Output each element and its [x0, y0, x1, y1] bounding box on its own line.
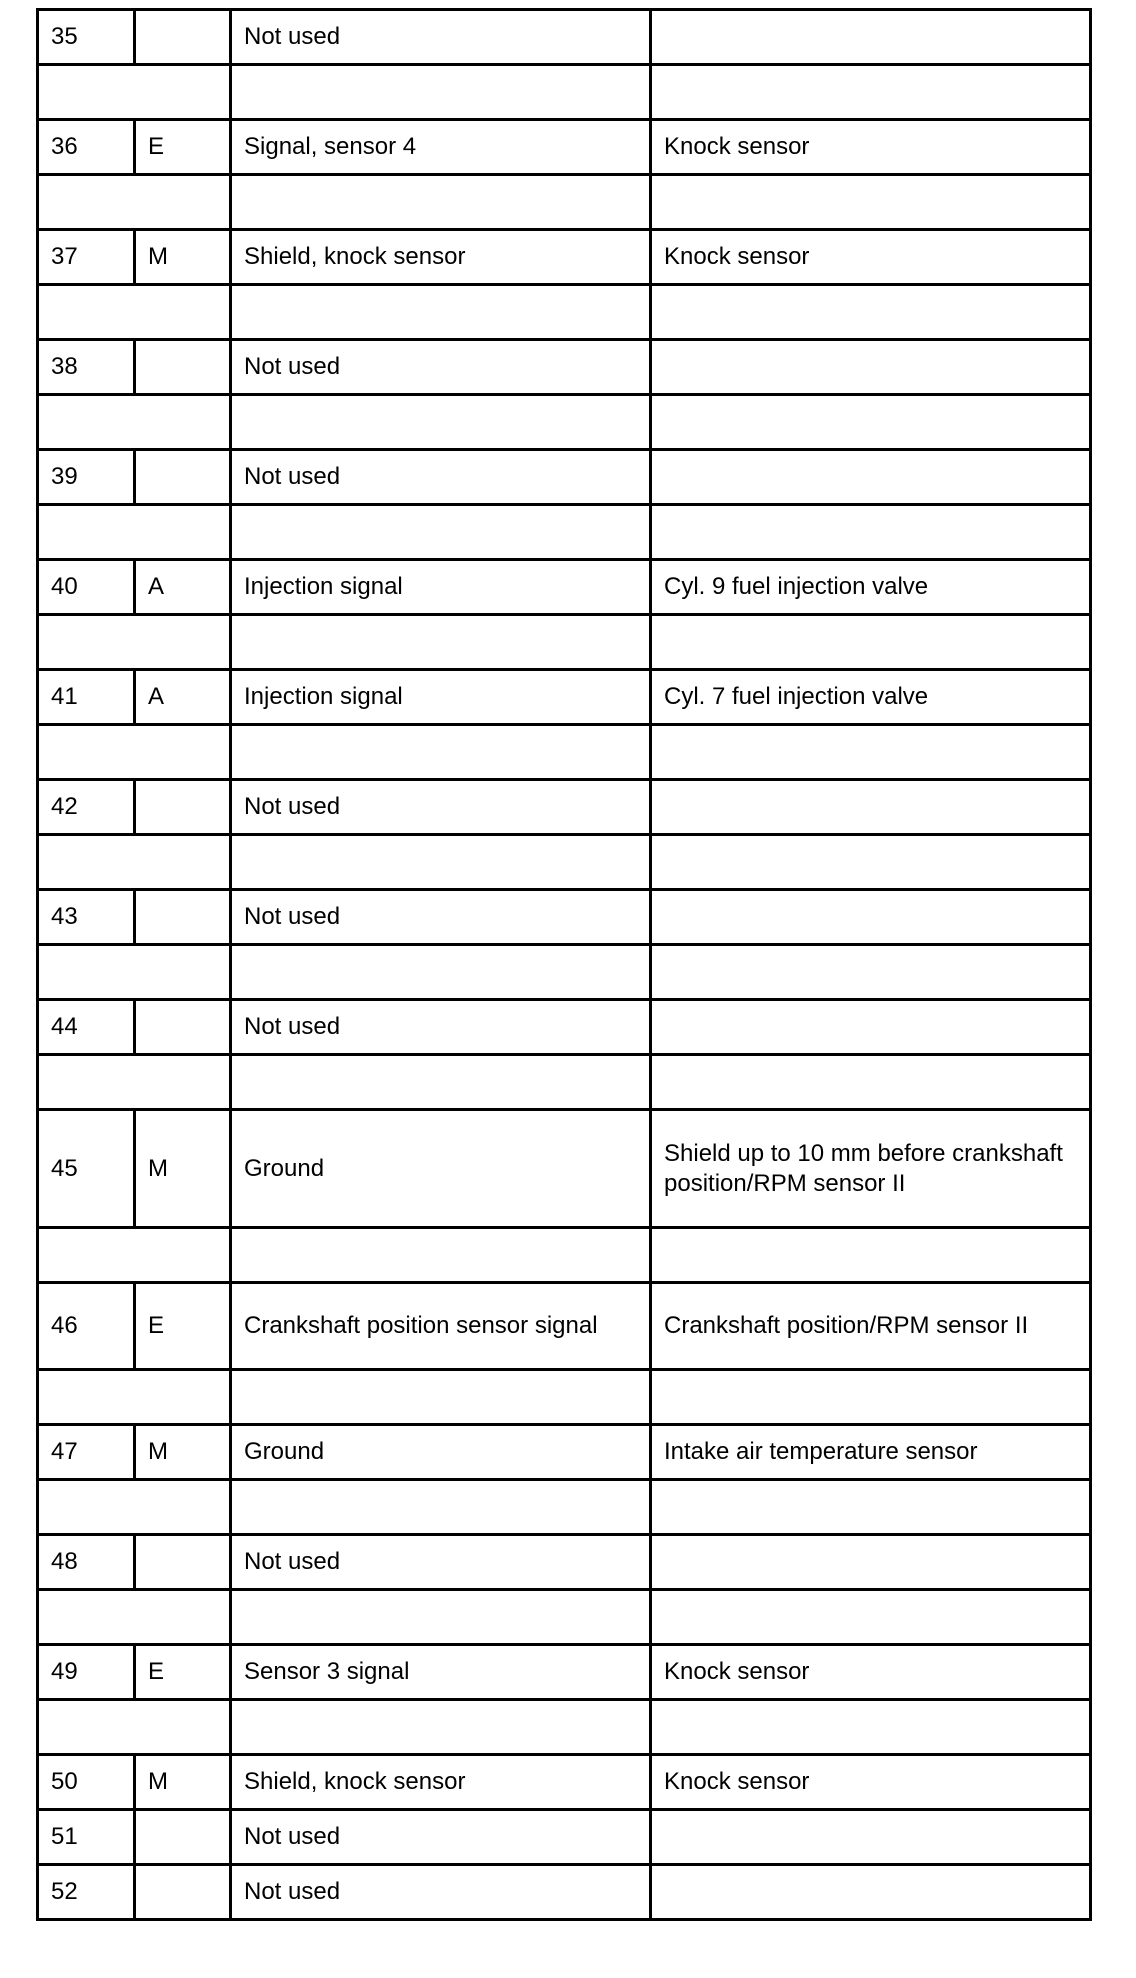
pin-cell — [39, 121, 133, 173]
empty-cell — [649, 946, 1089, 998]
pin-cell-text: 35 — [51, 23, 78, 50]
empty-cell — [649, 286, 1089, 338]
component-cell-text: Knock sensor — [664, 1768, 810, 1795]
description-cell-text: Not used — [244, 793, 341, 820]
description-cell — [229, 1001, 649, 1053]
table-row — [36, 781, 1092, 836]
pin-cell-text: 52 — [51, 1878, 78, 1905]
pin-cell-text: 51 — [51, 1823, 78, 1850]
table-row — [36, 561, 1092, 616]
pin-cell — [39, 1426, 133, 1478]
empty-cell — [229, 1056, 649, 1108]
empty-cell — [649, 616, 1089, 668]
empty-cell — [39, 506, 133, 558]
pin-cell-text: 50 — [51, 1768, 78, 1795]
pin-cell — [39, 1284, 133, 1368]
component-cell — [649, 561, 1089, 613]
pin-cell — [39, 1111, 133, 1226]
empty-cell — [39, 286, 133, 338]
spacer-row — [36, 506, 1092, 561]
empty-cell — [133, 506, 229, 558]
spacer-row — [36, 1591, 1092, 1646]
table-row — [36, 1811, 1092, 1866]
type-cell — [133, 341, 229, 393]
empty-cell — [39, 1229, 133, 1281]
empty-cell — [133, 1056, 229, 1108]
spacer-row — [36, 726, 1092, 781]
spacer-row — [36, 946, 1092, 1001]
empty-cell — [229, 176, 649, 228]
description-cell — [229, 1866, 649, 1918]
type-cell-text: E — [148, 1658, 165, 1685]
empty-cell — [133, 946, 229, 998]
type-cell-text: M — [148, 1768, 168, 1795]
description-cell-text: Sensor 3 signal — [244, 1658, 410, 1685]
empty-cell — [649, 836, 1089, 888]
empty-cell — [133, 396, 229, 448]
type-cell — [133, 1756, 229, 1808]
table-row — [36, 231, 1092, 286]
description-cell — [229, 1284, 649, 1368]
component-cell-text: Knock sensor — [664, 1658, 810, 1685]
type-cell — [133, 11, 229, 63]
type-cell-text: E — [148, 1312, 165, 1339]
description-cell — [229, 1811, 649, 1863]
pin-cell-text: 46 — [51, 1312, 78, 1339]
empty-cell — [39, 1701, 133, 1753]
description-cell-text: Not used — [244, 1013, 341, 1040]
type-cell — [133, 561, 229, 613]
spacer-row — [36, 176, 1092, 231]
pin-cell-text: 38 — [51, 353, 78, 380]
pin-cell — [39, 1811, 133, 1863]
component-cell-text: Crankshaft position/RPM sensor II — [664, 1312, 1029, 1339]
empty-cell — [133, 1371, 229, 1423]
type-cell — [133, 671, 229, 723]
component-cell — [649, 341, 1089, 393]
spacer-row — [36, 1701, 1092, 1756]
empty-cell — [229, 946, 649, 998]
component-cell — [649, 891, 1089, 943]
empty-cell — [649, 1056, 1089, 1108]
type-cell-text: M — [148, 1154, 168, 1182]
empty-cell — [39, 726, 133, 778]
type-cell-text: A — [148, 573, 165, 600]
description-cell — [229, 121, 649, 173]
empty-cell — [649, 176, 1089, 228]
component-cell-text: Cyl. 9 fuel injection valve — [664, 573, 929, 600]
description-cell — [229, 1756, 649, 1808]
description-cell — [229, 1111, 649, 1226]
empty-cell — [133, 726, 229, 778]
description-cell-text: Not used — [244, 1878, 341, 1905]
empty-cell — [649, 1591, 1089, 1643]
empty-cell — [133, 1591, 229, 1643]
empty-cell — [133, 66, 229, 118]
pin-cell — [39, 1646, 133, 1698]
empty-cell — [39, 836, 133, 888]
description-cell — [229, 891, 649, 943]
spacer-row — [36, 286, 1092, 341]
empty-cell — [229, 1371, 649, 1423]
type-cell — [133, 891, 229, 943]
empty-cell — [133, 1229, 229, 1281]
component-cell — [649, 1646, 1089, 1698]
pin-cell-text: 42 — [51, 793, 78, 820]
table-row — [36, 1111, 1092, 1229]
empty-cell — [649, 1229, 1089, 1281]
empty-cell — [649, 506, 1089, 558]
description-cell-text: Ground — [244, 1438, 325, 1465]
empty-cell — [229, 286, 649, 338]
pin-cell-text: 47 — [51, 1438, 78, 1465]
component-cell — [649, 11, 1089, 63]
pin-cell-text: 45 — [51, 1154, 78, 1182]
empty-cell — [649, 396, 1089, 448]
description-cell — [229, 561, 649, 613]
spacer-row — [36, 396, 1092, 451]
description-cell — [229, 341, 649, 393]
spacer-row — [36, 66, 1092, 121]
empty-cell — [133, 1481, 229, 1533]
table-row — [36, 1646, 1092, 1701]
type-cell — [133, 1866, 229, 1918]
empty-cell — [229, 1591, 649, 1643]
empty-cell — [649, 726, 1089, 778]
empty-cell — [229, 1701, 649, 1753]
description-cell — [229, 671, 649, 723]
component-cell — [649, 1756, 1089, 1808]
description-cell-text: Injection signal — [244, 683, 403, 710]
description-cell — [229, 231, 649, 283]
spacer-row — [36, 1229, 1092, 1284]
pin-cell — [39, 1536, 133, 1588]
table-row — [36, 341, 1092, 396]
spacer-row — [36, 616, 1092, 671]
type-cell-text: M — [148, 243, 168, 270]
description-cell-text: Not used — [244, 23, 341, 50]
type-cell — [133, 1426, 229, 1478]
empty-cell — [39, 66, 133, 118]
empty-cell — [133, 286, 229, 338]
description-cell — [229, 451, 649, 503]
type-cell — [133, 1646, 229, 1698]
type-cell — [133, 1811, 229, 1863]
empty-cell — [229, 616, 649, 668]
description-cell-text: Injection signal — [244, 573, 403, 600]
component-cell — [649, 671, 1089, 723]
type-cell — [133, 1111, 229, 1226]
table-row — [36, 891, 1092, 946]
component-cell-text: Knock sensor — [664, 133, 810, 160]
description-cell-text: Crankshaft position sensor signal — [244, 1312, 598, 1339]
pin-cell-text: 37 — [51, 243, 78, 270]
empty-cell — [39, 1481, 133, 1533]
pin-cell-text: 48 — [51, 1548, 78, 1575]
table-row — [36, 8, 1092, 66]
pin-cell — [39, 671, 133, 723]
description-cell-text: Not used — [244, 353, 341, 380]
description-cell — [229, 1536, 649, 1588]
pin-assignment-table — [36, 8, 1092, 1973]
description-cell-text: Not used — [244, 1823, 341, 1850]
component-cell — [649, 121, 1089, 173]
component-cell — [649, 781, 1089, 833]
table-row — [36, 1866, 1092, 1921]
empty-cell — [229, 396, 649, 448]
component-cell — [649, 451, 1089, 503]
type-cell — [133, 451, 229, 503]
component-cell — [649, 1001, 1089, 1053]
component-cell — [649, 1284, 1089, 1368]
type-cell — [133, 1536, 229, 1588]
component-cell-text: Shield up to 10 mm before crankshaft position/RPM sensor II — [664, 1139, 1063, 1197]
component-cell-text: Intake air temperature sensor — [664, 1438, 978, 1465]
empty-cell — [39, 1371, 133, 1423]
spacer-row — [36, 1371, 1092, 1426]
pin-cell — [39, 891, 133, 943]
empty-cell — [229, 1481, 649, 1533]
pin-cell — [39, 1866, 133, 1918]
type-cell-text: E — [148, 133, 165, 160]
component-cell — [649, 1426, 1089, 1478]
empty-cell — [649, 66, 1089, 118]
spacer-row — [36, 836, 1092, 891]
pin-cell — [39, 1756, 133, 1808]
type-cell — [133, 1284, 229, 1368]
table-row — [36, 1536, 1092, 1591]
component-cell — [649, 1111, 1089, 1226]
description-cell-text: Shield, knock sensor — [244, 243, 466, 270]
pin-cell-text: 43 — [51, 903, 78, 930]
empty-cell — [649, 1371, 1089, 1423]
pin-cell — [39, 451, 133, 503]
pin-cell-text: 49 — [51, 1658, 78, 1685]
component-cell-text: Knock sensor — [664, 243, 810, 270]
description-cell — [229, 781, 649, 833]
pin-cell-text: 40 — [51, 573, 78, 600]
pin-cell — [39, 561, 133, 613]
empty-cell — [649, 1701, 1089, 1753]
empty-cell — [229, 506, 649, 558]
type-cell — [133, 781, 229, 833]
description-cell — [229, 1646, 649, 1698]
empty-cell — [39, 946, 133, 998]
empty-cell — [39, 1056, 133, 1108]
type-cell-text: M — [148, 1438, 168, 1465]
pin-cell — [39, 231, 133, 283]
empty-cell — [39, 396, 133, 448]
pin-cell-text: 41 — [51, 683, 78, 710]
empty-cell — [133, 176, 229, 228]
type-cell-text: A — [148, 683, 165, 710]
pin-cell-text: 39 — [51, 463, 78, 490]
table-row — [36, 1756, 1092, 1811]
pin-cell-text: 36 — [51, 133, 78, 160]
type-cell — [133, 121, 229, 173]
empty-cell — [133, 836, 229, 888]
description-cell-text: Ground — [244, 1154, 325, 1182]
table-row — [36, 1426, 1092, 1481]
empty-cell — [229, 726, 649, 778]
spacer-row — [36, 1481, 1092, 1536]
table-row — [36, 1001, 1092, 1056]
pin-cell-text: 44 — [51, 1013, 78, 1040]
type-cell — [133, 231, 229, 283]
pin-cell — [39, 11, 133, 63]
empty-cell — [229, 836, 649, 888]
empty-cell — [229, 66, 649, 118]
description-cell — [229, 1426, 649, 1478]
empty-cell — [133, 1701, 229, 1753]
pin-cell — [39, 781, 133, 833]
component-cell — [649, 231, 1089, 283]
component-cell-text: Cyl. 7 fuel injection valve — [664, 683, 929, 710]
empty-cell — [39, 1591, 133, 1643]
component-cell — [649, 1811, 1089, 1863]
table-row — [36, 1284, 1092, 1371]
type-cell — [133, 1001, 229, 1053]
description-cell-text: Shield, knock sensor — [244, 1768, 466, 1795]
empty-cell — [39, 616, 133, 668]
table-row — [36, 671, 1092, 726]
description-cell-text: Not used — [244, 463, 341, 490]
component-cell — [649, 1866, 1089, 1918]
description-cell-text: Not used — [244, 903, 341, 930]
description-cell — [229, 11, 649, 63]
empty-cell — [229, 1229, 649, 1281]
table-row — [36, 451, 1092, 506]
component-cell — [649, 1536, 1089, 1588]
empty-cell — [39, 176, 133, 228]
empty-cell — [133, 616, 229, 668]
pin-cell — [39, 341, 133, 393]
empty-cell — [649, 1481, 1089, 1533]
spacer-row — [36, 1056, 1092, 1111]
table-row — [36, 121, 1092, 176]
pin-cell — [39, 1001, 133, 1053]
description-cell-text: Not used — [244, 1548, 341, 1575]
description-cell-text: Signal, sensor 4 — [244, 133, 417, 160]
